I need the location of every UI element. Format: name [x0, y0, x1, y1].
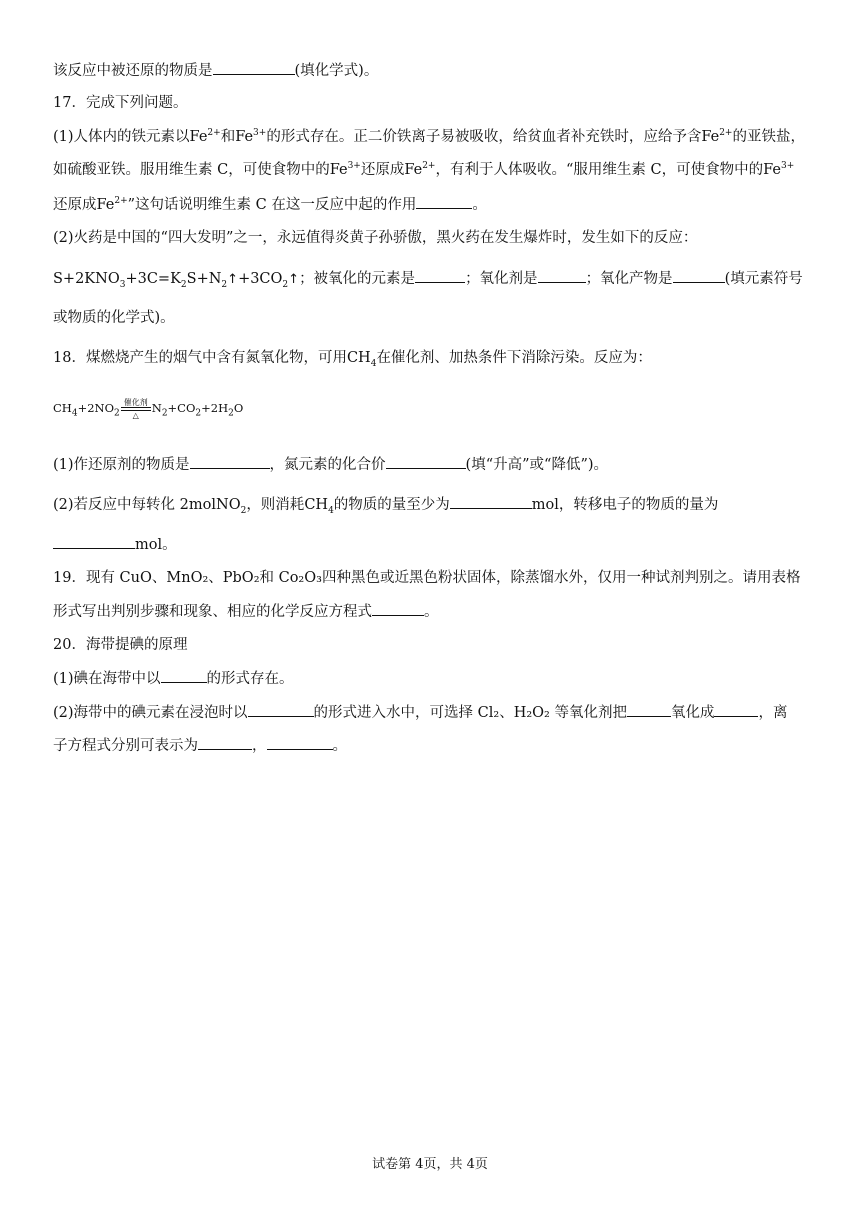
answer-blank[interactable]: [372, 601, 424, 616]
page-footer: 试卷第 4页，共 4页: [372, 1157, 488, 1172]
answer-blank[interactable]: [673, 268, 725, 283]
answer-blank[interactable]: [538, 268, 586, 283]
q19-line2: 形式写出判别步骤和现象、相应的化学反应方程式 。: [53, 601, 439, 622]
answer-blank[interactable]: [714, 702, 758, 717]
answer-blank[interactable]: [53, 534, 135, 549]
q17-part1-line2: 如硫酸亚铁。服用维生素 C，可使食物中的$Fe^{3+}$还原成$Fe^{2+}$，有利于人体吸收。“服用维生素 C，可使食物中的$Fe^{3+}$: [53, 161, 795, 178]
answer-blank[interactable]: [386, 454, 466, 469]
q17-title: 17．完成下列问题。: [53, 95, 188, 111]
answer-blank[interactable]: [416, 194, 472, 209]
catalyst-equals-sign: 催化剂 △: [121, 398, 151, 420]
answer-blank[interactable]: [450, 494, 532, 509]
answer-blank[interactable]: [198, 735, 252, 750]
q20-title: 20．海带提碘的原理: [53, 637, 188, 653]
q18-title: 18．煤燃烧产生的烟气中含有氮氧化物，可用$CH_4$在催化剂、加热条件下消除污染。反应为：: [53, 350, 652, 369]
answer-blank[interactable]: [248, 702, 314, 717]
q20-part2-line2: 子方程式分别可表示为 ， 。: [53, 735, 347, 756]
up-arrow-icon: ↑: [288, 272, 300, 287]
prev-question-tail: 该反应中被还原的物质是 (填化学式)。: [53, 60, 378, 81]
q17-part2-line1: (2)火药是中国的“四大发明”之一，永远值得炎黄子孙骄傲，黑火药在发生爆炸时，发生如下的反应：: [53, 230, 698, 246]
q19-line1: 19．现有 CuO、MnO₂、PbO₂和 Co₂O₃四种黑色或近黑色粉状固体，除蒸馏水外，仅用一种试剂判别之。请用表格: [53, 570, 801, 586]
q18-part1: (1)作还原剂的物质是 ，氮元素的化合价 (填“升高”或“降低”)。: [53, 454, 608, 475]
q17-part1-line3: 还原成$Fe^{2+}$”这句话说明维生素 C 在这一反应中起的作用 。: [53, 194, 487, 215]
answer-blank[interactable]: [190, 454, 270, 469]
q17-part2-line3: 或物质的化学式)。: [53, 310, 175, 326]
answer-blank[interactable]: [415, 268, 465, 283]
answer-blank[interactable]: [267, 735, 333, 750]
q20-part1: (1)碘在海带中以 的形式存在。: [53, 668, 294, 689]
q17-part2-equation-line: $S+2KNO_3+3C=K_2S+N_2↑+3CO_2↑$；被氧化的元素是 ；氧化剂是 ；氧化产物是 (填元素符号: [53, 268, 803, 290]
q18-equation: $CH_4+2NO_2$ 催化剂 △ $N_2+CO_2+2H_2O$: [53, 398, 244, 420]
q20-part2-line1: (2)海带中的碘元素在浸泡时以 的形式进入水中，可选择 Cl₂、H₂O₂ 等氧化剂把 氧化成 ，离: [53, 702, 787, 723]
answer-blank[interactable]: [627, 702, 671, 717]
q18-part2-line1: (2)若反应中每转化 2molNO$_2$，则消耗$CH_4$的物质的量至少为 mol，转移电子的物质的量为: [53, 494, 718, 515]
up-arrow-icon: ↑: [227, 272, 239, 287]
q17-part1-line1: (1)人体内的铁元素以$Fe^{2+}$和$Fe^{3+}$的形式存在。正二价铁离子易被吸收，给贫血者补充铁时，应给予含$Fe^{2+}$的亚铁盐，: [53, 128, 805, 145]
q18-part2-line2: mol。: [53, 534, 177, 555]
answer-blank[interactable]: [213, 60, 295, 75]
answer-blank[interactable]: [161, 668, 207, 683]
